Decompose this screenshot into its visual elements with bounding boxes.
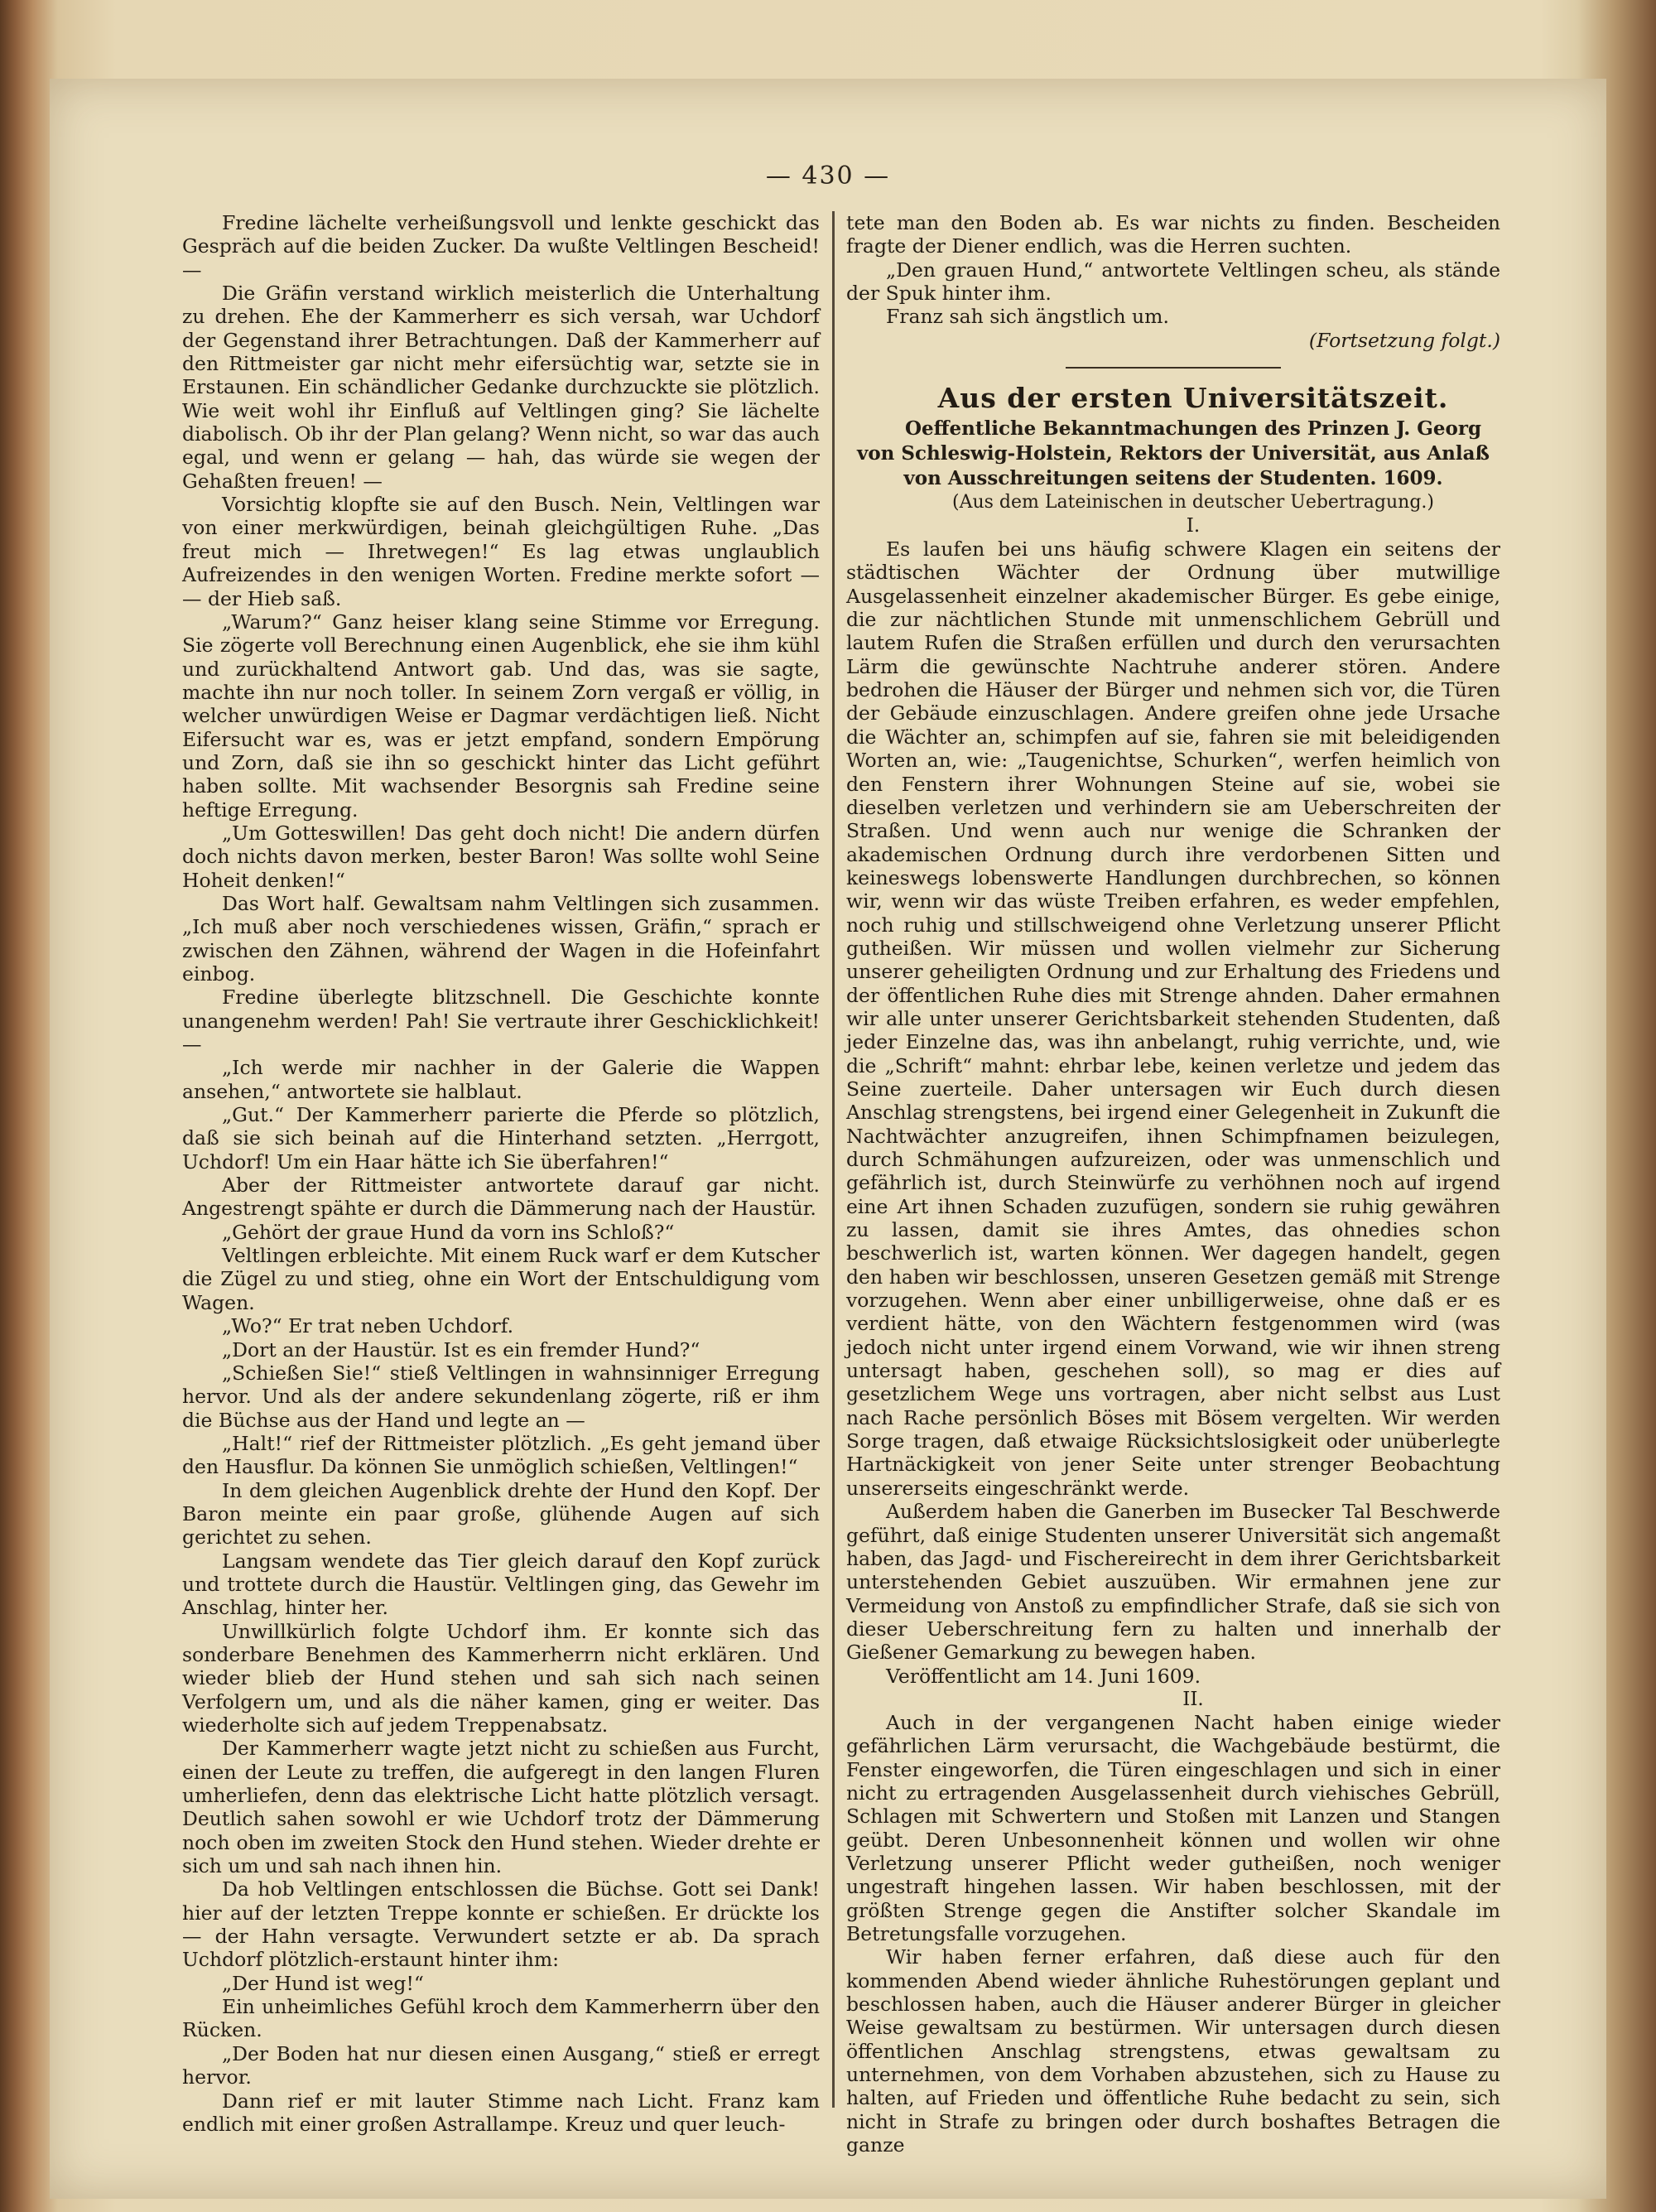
paragraph: Außerdem haben die Ganerben im Busecker Tal Beschwerde geführt, daß einige Studenten unserer Universität sich angemaßt haben, das Jagd- und Fischereirecht in dem ihrer Gerichtsbarkeit unterstehenden Gebiet auszuüben. Wir ermahnen jene zur Vermeidung von Anstoß zu empfindlicher Strafe, daß sie sich von dieser Ueberschreitung fern zu halten und innerhalb der Gießener Gemarkung zu bewegen haben.	[846, 1500, 1500, 1665]
story-paragraph: „Den grauen Hund,“ antwortete Veltlingen scheu, als stände der Spuk hinter ihm.	[846, 258, 1500, 306]
paragraph: „Der Hund ist weg!“	[222, 1971, 424, 1995]
paragraph: Aber der Rittmeister antwortete darauf gar nicht. Angestrengt spähte er durch die Dämmerung nach der Haustür.	[182, 1173, 820, 1221]
paragraph: „Halt!“ rief der Rittmeister plötzlich. „Es geht jemand über den Hausflur. Da können Sie unmöglich schießen, Veltlingen!“	[182, 1431, 820, 1479]
paragraph: „Wo?“ Er trat neben Uchdorf.	[222, 1314, 514, 1338]
paragraph: Fredine lächelte verheißungsvoll und lenkte geschickt das Gespräch auf die beiden Zucker. Da wußte Veltlingen Bescheid! —	[182, 211, 820, 282]
paragraph: Dann rief er mit lauter Stimme nach Licht. Franz kam endlich mit einer großen Astrallampe. Kreuz und quer leuch-	[182, 2089, 820, 2136]
paragraph: „Um Gotteswillen! Das geht doch nicht! Die andern dürfen doch nichts davon merken, bester Baron! Was sollte wohl Seine Hoheit denken!“	[182, 821, 820, 892]
paragraph: Ein unheimliches Gefühl kroch dem Kammerherrn über den Rücken.	[182, 1995, 820, 2042]
page-number: — 430 —	[765, 161, 891, 190]
date-line: Veröffentlicht am 14. Juni 1609.	[886, 1664, 1201, 1688]
section-number: II.	[1182, 1688, 1204, 1710]
paragraph: „Schießen Sie!“ stieß Veltlingen in wahnsinniger Erregung hervor. Und als der andere sekundenlang zögerte, riß er ihm die Büchse aus der Hand und legte an —	[182, 1361, 820, 1432]
paragraph: „Ich werde mir nachher in der Galerie die Wappen ansehen,“ antwortete sie halblaut.	[182, 1056, 820, 1103]
page-sheet	[50, 79, 1606, 2199]
paragraph: Langsam wendete das Tier gleich darauf den Kopf zurück und trottete durch die Haustür. Veltlingen ging, das Gewehr im Anschlag, hinter her.	[182, 1549, 820, 1620]
left-column	[182, 211, 820, 2136]
paragraph: „Gut.“ Der Kammerherr parierte die Pferde so plötzlich, daß sie sich beinah auf die Hinterhand setzten. „Herrgott, Uchdorf! Um ein Haar hätte ich Sie überfahren!“	[182, 1103, 820, 1173]
paragraph: Wir haben ferner erfahren, daß diese auch für den kommenden Abend wieder ähnliche Ruhestörungen geplant und beschlossen haben, auch die Häuser anderer Bürger in gleicher Weise gewaltsam zu bestürmen. Wir untersagen durch diesen öffentlichen Anschlag strengstens, etwas gewaltsam zu unternehmen, von dem Vorhaben abzustehen, sich zu Hause zu halten, auf Frieden und öffentliche Ruhe bedacht zu sein, sich nicht in Strafe zu bringen oder durch boshaftes Betragen die ganze	[846, 1945, 1500, 2157]
paragraph: „Gehört der graue Hund da vorn ins Schloß?“	[222, 1220, 675, 1244]
article-subheadline: Oeffentliche Bekanntmachungen des Prinzen J. Georg von Schleswig-Holstein, Rektors der Universität, aus Anlaß von Ausschreitungen seitens der Studenten. 1609.	[856, 417, 1490, 490]
section-divider	[1066, 367, 1281, 369]
story-paragraph: tete man den Boden ab. Es war nichts zu finden. Bescheiden fragte der Diener endlich, was die Herren suchten.	[846, 211, 1500, 258]
paragraph: Die Gräfin verstand wirklich meisterlich die Unterhaltung zu drehen. Ehe der Kammerherr es sich versah, war Uchdorf der Gegenstand ihrer Betrachtungen. Daß der Kammerherr auf den Rittmeister gar nicht mehr eifersüchtig war, setzte sie in Erstaunen. Ein schändlicher Gedanke durchzuckte sie plötzlich. Wie weit wohl ihr Einfluß auf Veltlingen ging? Sie lächelte diabolisch. Ob ihr der Plan gelang? Wenn nicht, so war das auch egal, und wenn er gelang — hah, das würde sie wegen der Gehaßten freuen! —	[182, 282, 820, 493]
paragraph: Vorsichtig klopfte sie auf den Busch. Nein, Veltlingen war von einer merkwürdigen, beinah gleichgültigen Ruhe. „Das freut mich — Ihretwegen!“ Es lag etwas unglaublich Aufreizendes in den wenigen Worten. Fredine merkte sofort — — der Hieb saß.	[182, 493, 820, 610]
column-divider	[832, 211, 835, 2108]
paragraph: „Dort an der Haustür. Ist es ein fremder Hund?“	[222, 1337, 700, 1361]
paragraph: Unwillkürlich folgte Uchdorf ihm. Er konnte sich das sonderbare Benehmen des Kammerherrn nicht erklären. Und wieder blieb der Hund stehen und sah sich nach seinen Verfolgern um, und als die näher kamen, ging er weiter. Das wiederholte sich auf jedem Treppenabsatz.	[182, 1619, 820, 1737]
paragraph: „Der Boden hat nur diesen einen Ausgang,“ stieß er erregt hervor.	[182, 2041, 820, 2089]
story-paragraph: Franz sah sich ängstlich um.	[886, 305, 1169, 329]
paragraph: „Warum?“ Ganz heiser klang seine Stimme vor Erregung. Sie zögerte voll Berechnung einen Augenblick, ehe sie ihm kühl und zurückhaltend Antwort gab. Und das, was sie sagte, machte ihn nur noch toller. In seinem Zorn vergaß er völlig, in welcher unwürdigen Weise er Dagmar verdächtigen ließ. Nicht Eifersucht war es, was er jetzt empfand, sondern Empörung und Zorn, daß sie ihn so geschickt hinter das Licht geführt haben sollte. Mit wachsender Besorgnis sah Fredine seine heftige Erregung.	[182, 610, 820, 822]
section-number: I.	[1186, 515, 1201, 537]
article-headline: Aus der ersten Universitätszeit.	[937, 382, 1449, 415]
continuation-note: (Fortsetzung folgt.)	[1308, 328, 1500, 352]
right-column	[846, 211, 1500, 2157]
paragraph: Es laufen bei uns häufig schwere Klagen ein seitens der städtischen Wächter der Ordnung über mutwillige Ausgelassenheit einzelner akademischer Bürger. Es gebe einige, die zur nächtlichen Stunde mit unmenschlichem Gebrüll und lautem Rufen die Straßen erfüllen und durch den verursachten Lärm die gewünschte Nachtruhe anderer stören. Andere bedrohen die Häuser der Bürger und nehmen sich vor, die Türen der Gebäude einzuschlagen. Andere greifen ohne jede Ursache die Wächter an, schimpfen auf sie, fahren sie mit beleidigenden Worten an, wie: „Taugenichtse, Schurken“, werfen heimlich von den Fenstern ihrer Wohnungen Steine auf sie, wobei sie dieselben verletzen und verhindern sie am Ueberschreiten der Straßen. Und wenn auch nur wenige die Schranken der akademischen Ordnung durch ihre verdorbenen Sitten und keineswegs lobenswerte Handlungen durchbrechen, so können wir, wenn wir das wüste Treiben erfahren, es weder empfehlen, noch ruhig und stillschweigend ohne Verletzung unserer Pflicht gutheißen. Wir müssen und wollen vielmehr zur Sicherung unserer geheiligten Ordnung und zur Erhaltung des Friedens und der öffentlichen Ruhe dies mit Strenge ahnden. Daher ermahnen wir alle unter unserer Gerichtsbarkeit stehenden Studenten, daß jeder Einzelne das, was ihn anbelangt, ruhig verrichte, und, wie die „Schrift“ mahnt: ehrbar lebe, keinen verletze und jedem das Seine zuerteile. Daher untersagen wir Euch durch diesen Anschlag strengstens, bei irgend einer Gelegenheit in Zukunft die Nachtwächter anzugreifen, ihnen Schimpfnamen beizulegen, durch Schmähungen aufzureizen, oder was unmenschlich und gefährlich ist, durch Steinwürfe zu verhöhnen noch auf irgend eine Art ihnen Schaden zuzufügen, sondern sie ruhig gewähren zu lassen, damit sie ihres Amtes, das ohnedies schon beschwerlich ist, warten können. Wer dagegen handelt, gegen den haben wir beschlossen, unseren Gesetzen gemäß mit Strenge vorzugehen. Wenn aber einer unbilligerweise, ohne daß er es verdient hätte, von den Wächtern festgenommen wird (was jedoch nicht unter irgend einem Vorwand, wie wir ihnen streng untersagt haben, geschehen soll), so mag er dies auf gesetzlichem Wege uns vortragen, aber nicht selbst aus Lust nach Rache persönlich Böses mit Bösem vergelten. Wir werden Sorge tragen, daß etwaige Rücksichtslosigkeit oder unüberlegte Hartnäckigkeit von jener Seite unter strenger Beobachtung unsererseits eingeschränkt werde.	[846, 537, 1500, 1500]
paragraph: In dem gleichen Augenblick drehte der Hund den Kopf. Der Baron meinte ein paar große, glühende Augen auf sich gerichtet zu sehen.	[182, 1478, 820, 1549]
paragraph: Das Wort half. Gewaltsam nahm Veltlingen sich zusammen. „Ich muß aber noch verschiedenes wissen, Gräfin,“ sprach er zwischen den Zähnen, während der Wagen in die Hofeinfahrt einbog.	[182, 891, 820, 986]
paragraph: Da hob Veltlingen entschlossen die Büchse. Gott sei Dank! hier auf der letzten Treppe konnte er schießen. Er drückte los — der Hahn versagte. Verwundert setzte er ab. Da sprach Uchdorf plötzlich-erstaunt hinter ihm:	[182, 1877, 820, 1972]
paragraph: Fredine überlegte blitzschnell. Die Geschichte konnte unangenehm werden! Pah! Sie vertraute ihrer Geschicklichkeit! —	[182, 986, 820, 1057]
paragraph: Der Kammerherr wagte jetzt nicht zu schießen aus Furcht, einen der Leute zu treffen, die aufgeregt in den langen Fluren umherliefen, denn das elektrische Licht hatte plötzlich versagt. Deutlich sahen sowohl er wie Uchdorf trotz der Dämmerung noch oben im zweiten Stock den Hund stehen. Wieder drehte er sich um und sah nach ihnen hin.	[182, 1737, 820, 1878]
translation-note: (Aus dem Lateinischen in deutscher Uebertragung.)	[951, 492, 1435, 513]
paragraph: Auch in der vergangenen Nacht haben einige wieder gefährlichen Lärm verursacht, die Wachgebäude bestürmt, die Fenster eingeworfen, die Türen eingeschlagen und sich in einer nicht zu ertragenden Ausgelassenheit durch viehisches Gebrüll, Schlagen mit Schwertern und Stoßen mit Lanzen und Stangen geübt. Deren Unbesonnenheit können und wollen wir ohne Verletzung unserer Pflicht weder gutheißen, noch weniger ungestraft hingehen lassen. Wir haben beschlossen, mit der größten Strenge gegen die Anstifter solcher Skandale im Betretungsfalle vorzugehen.	[846, 1710, 1500, 1945]
paragraph: Veltlingen erbleichte. Mit einem Ruck warf er dem Kutscher die Zügel zu und stieg, ohne ein Wort der Entschuldigung vom Wagen.	[182, 1244, 820, 1314]
